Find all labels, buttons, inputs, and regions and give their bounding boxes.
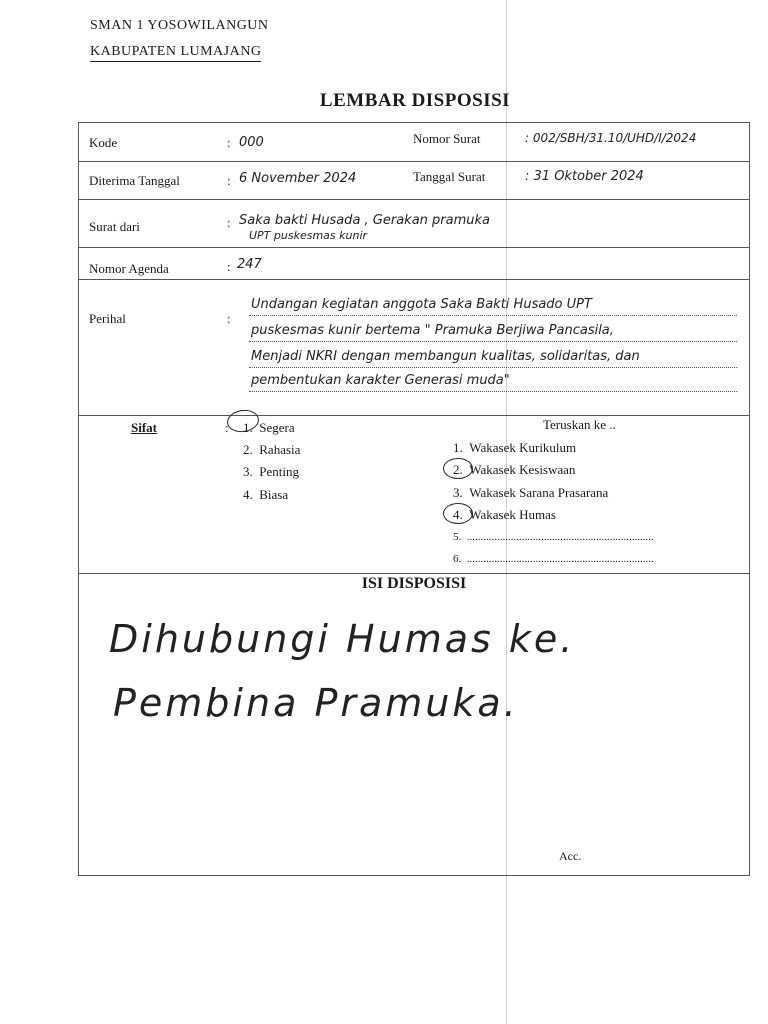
tanggal-surat-label: Tanggal Surat bbox=[413, 169, 486, 184]
dotted-rule bbox=[249, 391, 737, 392]
acc-label: Acc. bbox=[559, 849, 582, 863]
row-divider bbox=[79, 279, 749, 280]
diterima-tanggal-value: 6 November 2024 bbox=[239, 171, 357, 186]
dotted-rule bbox=[249, 341, 737, 342]
surat-dari-line1: Saka bakti Husada , Gerakan pramuka bbox=[239, 213, 491, 228]
row-divider bbox=[79, 199, 749, 200]
isi-disposisi-title: ISI DISPOSISI bbox=[361, 575, 467, 592]
surat-dari-label: Surat dari bbox=[89, 219, 140, 234]
row-divider bbox=[79, 415, 749, 416]
row-divider bbox=[79, 573, 749, 574]
disposition-note-line: Pembina Pramuka. bbox=[113, 681, 519, 725]
kode-label: Kode bbox=[89, 135, 118, 150]
colon: : bbox=[227, 259, 231, 274]
colon: : bbox=[225, 420, 229, 435]
perihal-line: Menjadi NKRI dengan membangun kualitas, solidaritas, dan bbox=[251, 349, 640, 364]
document-title: LEMBAR DISPOSISI bbox=[319, 90, 511, 111]
nomor-agenda-value: 247 bbox=[237, 257, 262, 272]
row-divider bbox=[79, 247, 749, 248]
kode-value: 000 bbox=[239, 135, 264, 150]
perihal-line: pembentukan karakter Generasi muda" bbox=[251, 373, 510, 388]
teruskan-option: 6. .................................................................... bbox=[453, 553, 654, 565]
colon: : bbox=[227, 173, 231, 188]
teruskan-option: 1. Wakasek Kurikulum bbox=[453, 440, 577, 455]
school-name: SMAN 1 YOSOWILANGUN bbox=[90, 18, 269, 33]
sifat-option: 4. Biasa bbox=[243, 487, 289, 502]
teruskan-option: 3. Wakasek Sarana Prasarana bbox=[453, 485, 609, 500]
colon: : bbox=[227, 311, 231, 326]
teruskan-option: 4. Wakasek Humas bbox=[453, 507, 556, 522]
perihal-line: puskesmas kunir bertema " Pramuka Berjiwa Pancasila, bbox=[251, 323, 614, 338]
nomor-agenda-label: Nomor Agenda bbox=[89, 261, 169, 276]
nomor-surat-value: : 002/SBH/31.10/UHD/I/2024 bbox=[525, 131, 697, 145]
nomor-surat-label: Nomor Surat bbox=[413, 131, 481, 146]
sifat-option: 2. Rahasia bbox=[243, 442, 301, 457]
teruskan-option: 2. Wakasek Kesiswaan bbox=[453, 462, 576, 477]
colon: : bbox=[227, 215, 231, 230]
perihal-label: Perihal bbox=[89, 311, 126, 326]
dotted-rule bbox=[249, 367, 737, 368]
colon: : bbox=[227, 135, 231, 150]
row-divider bbox=[79, 161, 749, 162]
sifat-label: Sifat bbox=[131, 420, 157, 435]
perihal-line: Undangan kegiatan anggota Saka Bakti Husado UPT bbox=[251, 297, 592, 312]
tanggal-surat-value: : 31 Oktober 2024 bbox=[525, 169, 644, 184]
diterima-tanggal-label: Diterima Tanggal bbox=[89, 173, 180, 188]
disposition-note-line: Dihubungi Humas ke. bbox=[109, 617, 576, 661]
disposition-form bbox=[78, 122, 750, 876]
teruskan-option: 5. .................................................................... bbox=[453, 531, 654, 543]
dotted-rule bbox=[249, 315, 737, 316]
sifat-option: 1. Segera bbox=[243, 420, 295, 435]
surat-dari-line2: UPT puskesmas kunir bbox=[249, 229, 368, 242]
teruskan-label: Teruskan ke .. bbox=[543, 417, 616, 432]
sifat-option: 3. Penting bbox=[243, 464, 299, 479]
regency-name: KABUPATEN LUMAJANG bbox=[90, 44, 261, 62]
